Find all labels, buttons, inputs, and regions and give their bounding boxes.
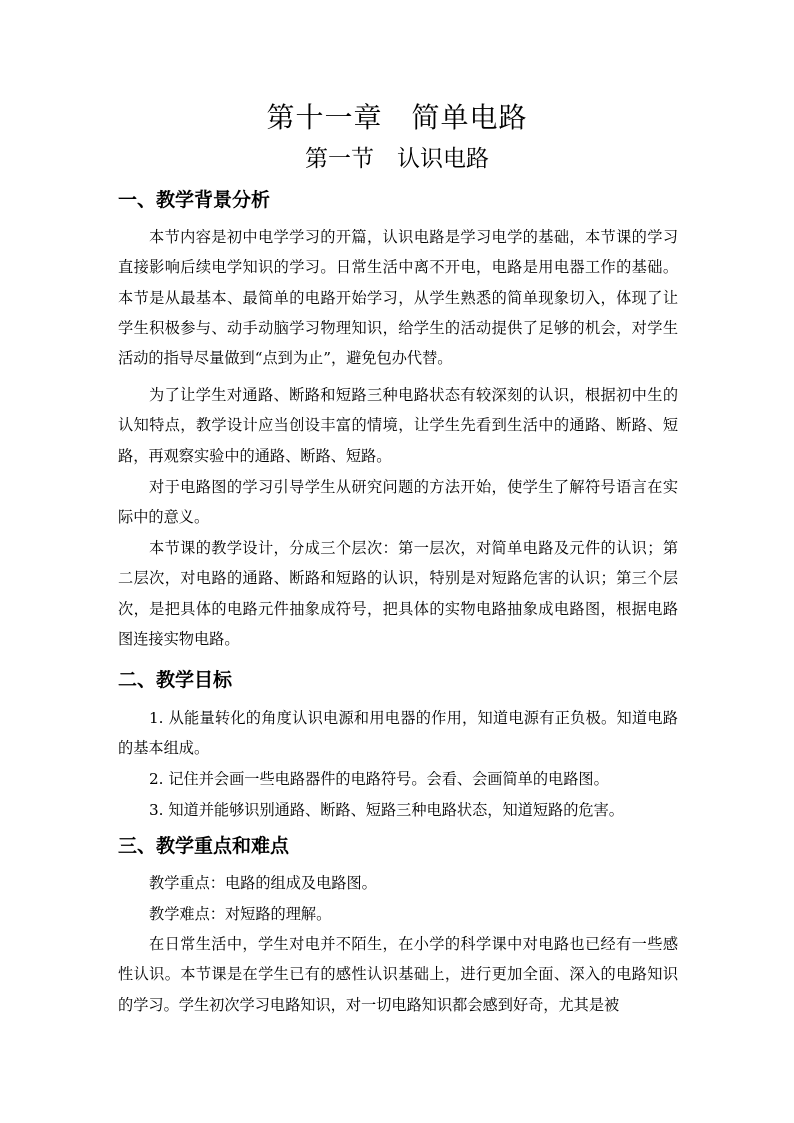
paragraph: 本节课的教学设计，分成三个层次：第一层次，对简单电路及元件的认识；第二层次，对电路的通路、断路和短路的认识，特别是对短路危害的认识；第三个层次，是把具体的电路元件抽象成符号，把具体的实物电路抽象成电路图，根据电路图连接实物电路。 (118, 539, 678, 648)
paragraph: 为了让学生对通路、断路和短路三种电路状态有较深刻的认识，根据初中生的认知特点，教学设计应当创设丰富的情境，让学生先看到生活中的通路、断路、短路，再观察实验中的通路、断路、短路。 (118, 386, 678, 465)
difficult-point: 教学难点：对短路的理解。 (149, 905, 332, 923)
heading-key-points: 三、教学重点和难点 (118, 835, 290, 857)
paragraph: 本节内容是初中电学学习的开篇，认识电路是学习电学的基础，本节课的学习直接影响后续电学知识的学习。日常生活中离不开电，电路是用电器工作的基础。本节是从最基本、最简单的电路开始学习，从学生熟悉的简单现象切入，体现了让学生积极参与、动手动脑学习物理知识，给学生的活动提供了足够的机会，对学生活动的指导尽量做到“点到为止”，避免包办代替。 (118, 228, 678, 368)
chapter-title: 第十一章 简单电路 (266, 101, 528, 134)
section-title: 第一节 认识电路 (305, 146, 489, 172)
key-point: 教学重点：电路的组成及电路图。 (149, 874, 377, 892)
paragraph: 在日常生活中，学生对电并不陌生，在小学的科学课中对电路也已经有一些感性认识。本节课是在学生已有的感性认识基础上，进行更加全面、深入的电路知识的学习。学生初次学习电路知识，对一切电路知识都会感到好奇，尤其是被 (118, 935, 678, 1014)
heading-teaching-objectives: 二、教学目标 (118, 669, 233, 691)
heading-teaching-background: 一、教学背景分析 (118, 189, 271, 211)
paragraph: 对于电路图的学习引导学生从研究问题的方法开始，使学生了解符号语言在实际中的意义。 (118, 478, 678, 527)
objective-item: 1. 从能量转化的角度认识电源和用电器的作用，知道电源有正负极。知道电路的基本组成。 (118, 709, 678, 758)
objective-item: 3. 知道并能够识别通路、断路、短路三种电路状态，知道短路的危害。 (149, 801, 624, 819)
objective-item: 2. 记住并会画一些电路器件的电路符号。会看、会画简单的电路图。 (149, 770, 609, 788)
